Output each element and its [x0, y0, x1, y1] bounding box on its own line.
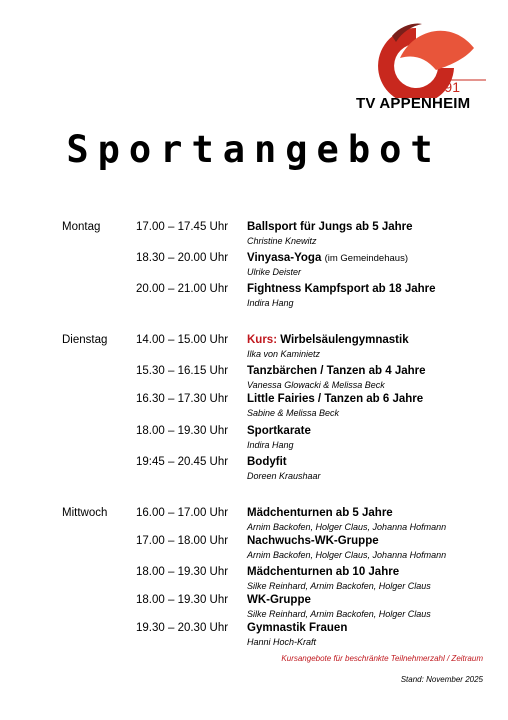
page-title: Sportangebot — [66, 128, 442, 171]
course-prefix: Kurs: — [247, 334, 278, 346]
activity-name: Bodyfit — [247, 456, 287, 468]
activity-title — [247, 221, 413, 233]
footnote: Kursangebote für beschränkte Teilnehmerzahl / Zeitraum — [281, 654, 483, 663]
logo-year: 1891 — [428, 79, 460, 95]
activity-note: (im Gemeindehaus) — [324, 253, 408, 264]
time-range: 17.00 – 18.00 Uhr — [136, 535, 229, 547]
trainer-name: Silke Reinhard, Arnim Backofen, Holger Claus — [247, 581, 431, 591]
schedule-row — [0, 622, 508, 654]
schedule-row — [0, 456, 508, 488]
activity-name: Mädchenturnen ab 5 Jahre — [247, 507, 393, 519]
activity-name: Wirbelsäulengymnastik — [280, 334, 409, 346]
time-range: 16.00 – 17.00 Uhr — [136, 507, 229, 519]
activity-title — [247, 252, 408, 264]
schedule-row — [0, 221, 508, 253]
activity-name: Gymnastik Frauen — [247, 622, 348, 634]
activity-title — [247, 622, 347, 634]
weekday-label: Dienstag — [62, 334, 108, 346]
time-range: 15.30 – 16.15 Uhr — [136, 365, 229, 377]
trainer-name: Indira Hang — [247, 440, 294, 450]
schedule-row — [0, 334, 508, 366]
activity-name: Nachwuchs-WK-Gruppe — [247, 535, 379, 547]
weekday-label: Montag — [62, 221, 101, 233]
trainer-name: Christine Knewitz — [247, 236, 317, 246]
activity-title — [247, 425, 311, 437]
trainer-name: Ulrike Deister — [247, 267, 302, 277]
activity-name: Mädchenturnen ab 10 Jahre — [247, 566, 400, 578]
time-range: 17.00 – 17.45 Uhr — [136, 221, 229, 233]
trainer-name: Arnim Backofen, Holger Claus, Johanna Hofmann — [247, 522, 447, 532]
activity-name: Fightness Kampfsport ab 18 Jahre — [247, 283, 436, 295]
time-range: 19.30 – 20.30 Uhr — [136, 622, 229, 634]
time-range: 18.30 – 20.00 Uhr — [136, 252, 229, 264]
schedule-row — [0, 252, 508, 284]
schedule-row — [0, 283, 508, 315]
schedule-row — [0, 535, 508, 567]
activity-title — [247, 334, 409, 346]
time-range: 18.00 – 19.30 Uhr — [136, 425, 229, 437]
time-range: 20.00 – 21.00 Uhr — [136, 283, 229, 295]
activity-title — [247, 566, 399, 578]
trainer-name: Ilka von Kaminietz — [247, 349, 321, 359]
activity-name: Ballsport für Jungs ab 5 Jahre — [247, 221, 413, 233]
activity-name: Vinyasa-Yoga — [247, 252, 322, 264]
activity-title — [247, 393, 423, 405]
activity-title — [247, 594, 311, 606]
trainer-name: Doreen Kraushaar — [247, 471, 321, 481]
time-range: 18.00 – 19.30 Uhr — [136, 566, 229, 578]
schedule-row — [0, 393, 508, 425]
activity-name: WK-Gruppe — [247, 594, 311, 606]
activity-title — [247, 365, 426, 377]
club-logo-graphic — [356, 18, 488, 98]
activity-name: Tanzbärchen / Tanzen ab 4 Jahre — [247, 365, 426, 377]
club-name: TV APPENHEIM — [356, 95, 471, 112]
trainer-name: Arnim Backofen, Holger Claus, Johanna Hofmann — [247, 550, 447, 560]
trainer-name: Silke Reinhard, Arnim Backofen, Holger Claus — [247, 609, 431, 619]
stand-date: Stand: November 2025 — [400, 675, 483, 684]
trainer-name: Vanessa Glowacki & Melissa Beck — [247, 380, 385, 390]
trainer-name: Indira Hang — [247, 298, 294, 308]
time-range: 14.00 – 15.00 Uhr — [136, 334, 229, 346]
schedule-row — [0, 425, 508, 457]
activity-name: Sportkarate — [247, 425, 311, 437]
activity-title — [247, 283, 436, 295]
time-range: 16.30 – 17.30 Uhr — [136, 393, 229, 405]
time-range: 18.00 – 19.30 Uhr — [136, 594, 229, 606]
trainer-name: Sabine & Melissa Beck — [247, 408, 340, 418]
activity-name: Little Fairies / Tanzen ab 6 Jahre — [247, 393, 424, 405]
activity-title — [247, 456, 287, 468]
time-range: 19:45 – 20.45 Uhr — [136, 456, 229, 468]
trainer-name: Hanni Hoch-Kraft — [247, 637, 317, 647]
activity-title — [247, 507, 393, 519]
weekday-label: Mittwoch — [62, 507, 108, 519]
activity-title — [247, 535, 379, 547]
